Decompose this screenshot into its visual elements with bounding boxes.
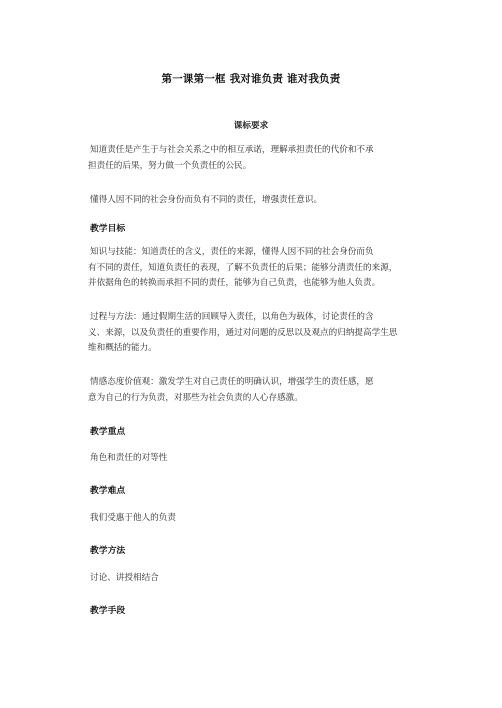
goals-paragraph-2 — [90, 310, 412, 357]
goals-paragraph-1 — [90, 245, 412, 292]
goals-paragraph-3 — [90, 375, 412, 406]
goals-p1-line-1: 知识与技能：知道责任的含义，责任的来源，懂得人因不同的社会身份而负 — [90, 247, 374, 257]
difficulty-text: 我们受惠于他人的负责 — [90, 513, 176, 523]
curriculum-p1-line-1: 知道责任是产生于与社会关系之中的相互承诺，理解承担责任的代价和不承 — [90, 145, 374, 155]
goals-p1-line-3: 并依据角色的转换而承担不同的责任，能够为自己负责，也能够为他人负责。 — [88, 278, 381, 288]
difficulty-heading: 教学难点 — [90, 486, 126, 496]
goals-p2-line-2: 义、来源，以及负责任的重要作用，通过对问题的反思以及观点的归纳提高学生思 — [88, 327, 398, 338]
method-heading: 教学方法 — [90, 546, 126, 556]
goals-p3-line-1: 情感态度价值观：激发学生对自己责任的明确认识，增强学生的责任感，愿 — [90, 377, 374, 387]
curriculum-heading: 课标要求 — [233, 121, 269, 131]
goals-p3-line-2: 意为自己的行为负责，对那些为社会负责的人心存感激。 — [88, 392, 303, 403]
key-points-text: 角色和责任的对等性 — [90, 453, 168, 463]
goals-p2-line-3: 维和概括的能力。 — [88, 343, 157, 353]
goals-p1-line-2: 有不同的责任，知道负责任的表现，了解不负责任的后果；能够分清责任的来源， — [88, 262, 398, 273]
curriculum-paragraph-1 — [90, 143, 412, 174]
curriculum-p1-line-2: 担责任的后果，努力做一个负责任的公民。 — [88, 160, 252, 171]
goals-heading: 教学目标 — [90, 224, 126, 234]
document-title: 第一课第一框 我对谁负责 谁对我负责 — [161, 73, 341, 85]
means-heading: 教学手段 — [90, 606, 126, 616]
key-points-heading: 教学重点 — [90, 427, 126, 437]
curriculum-paragraph-2: 懂得人因不同的社会身份而负有不同的责任，增强责任意识。 — [90, 195, 323, 205]
method-text: 讨论、讲授相结合 — [90, 573, 159, 583]
goals-p2-line-1: 过程与方法：通过假期生活的回顾导入责任，以角色为载体，讨论责任的含 — [90, 312, 374, 322]
